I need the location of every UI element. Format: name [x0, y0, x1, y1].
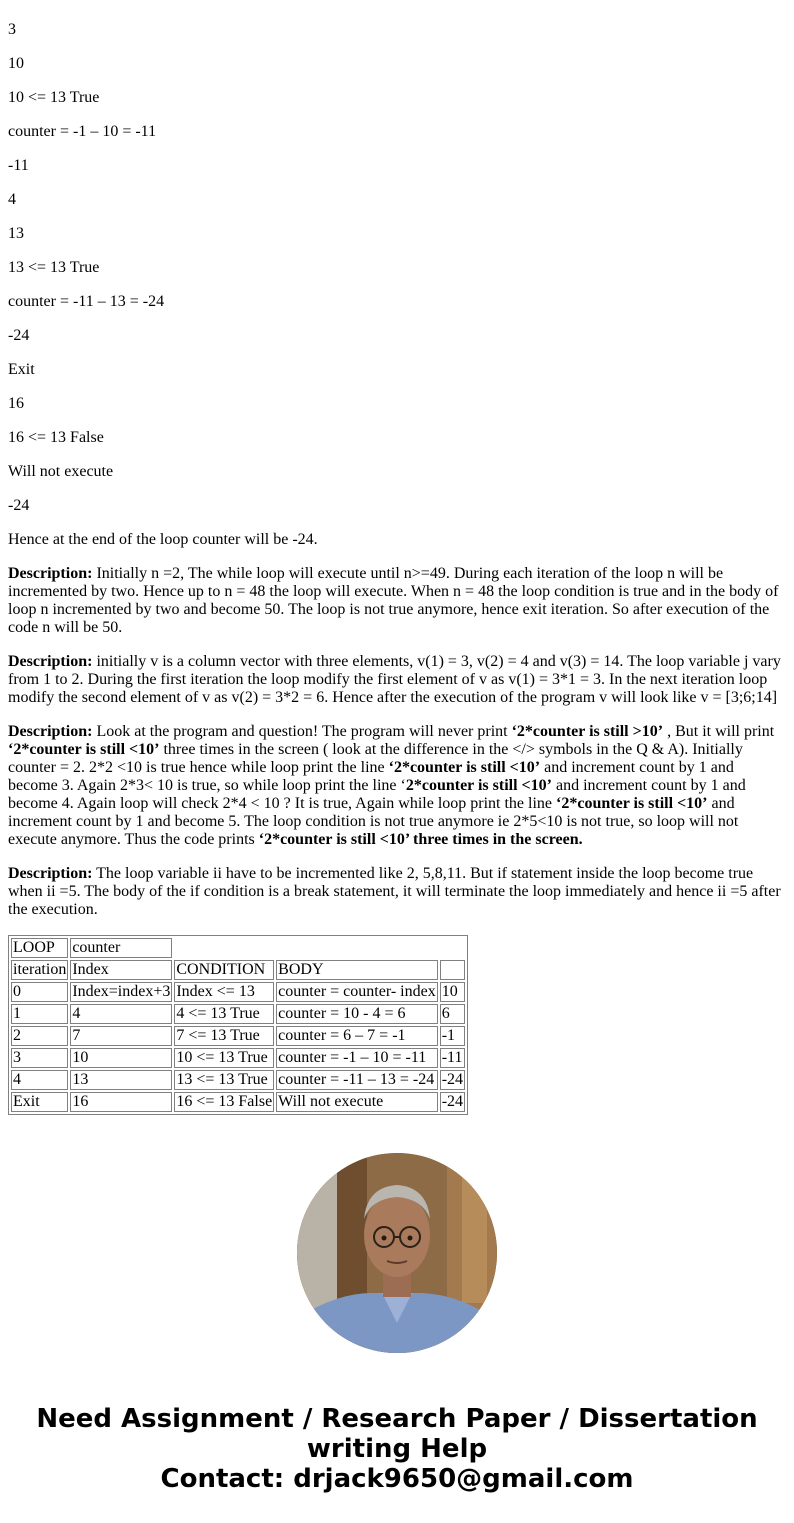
table-cell: -1: [440, 1026, 465, 1046]
bold-text: ‘2*counter is still >10’: [511, 723, 664, 740]
table-cell: 16: [70, 1092, 172, 1112]
text: initially v is a column vector with three elements, v(1) = 3, v(2) = 4 and v(3) = 14. The loop variable j vary from 1 to 2. During the first iteration the loop modify the first element of v as v(1) = 3*1 = 3. In the next iteration loop modify the second element of v as v(2) = 3*2 = 6. Hence after the execution of the program v will look like v = [3;6;14]: [8, 653, 781, 706]
text: three times in the screen ( look at the difference in the </> symbols in the Q & A). Initially counter = 2. 2*2 <10 is true hence while loop print the line: [8, 741, 743, 776]
description-label: Description:: [8, 653, 93, 670]
trace-line: Will not execute: [8, 463, 114, 480]
table-row: [11, 1092, 465, 1112]
trace-line: -24: [8, 497, 30, 514]
bold-text: 2*counter is still <10’: [405, 777, 552, 794]
table-cell: Will not execute: [276, 1092, 438, 1112]
table-cell: 6: [440, 1004, 465, 1024]
footer-banner: [0, 1404, 794, 1494]
table-header-cell: Index: [70, 960, 172, 980]
trace-line: 10: [8, 55, 24, 72]
table-cell: -24: [441, 1093, 464, 1110]
trace-line: counter = -1 – 10 = -11: [8, 123, 157, 140]
trace-line: 13: [8, 225, 24, 242]
table-cell: 1: [11, 1004, 68, 1024]
table-cell: Index=index+3: [72, 983, 171, 1000]
table-cell: -11: [440, 1048, 465, 1068]
table-cell: 2: [11, 1026, 68, 1046]
author-avatar: [297, 1153, 497, 1353]
trace-line: Hence at the end of the loop counter will be -24.: [8, 531, 318, 548]
bold-text: ‘2*counter is still <10’: [8, 741, 160, 758]
trace-line: 10 <= 13 True: [8, 89, 100, 106]
trace-line: Exit: [8, 361, 35, 378]
table-header-cell: LOOP: [11, 938, 68, 958]
table-cell: counter = 10 - 4 = 6: [276, 1004, 438, 1024]
table-header-cell: iteration: [13, 961, 67, 978]
description-label: Description:: [8, 723, 93, 740]
table-header-cell: BODY: [276, 960, 438, 980]
description-paragraph: [8, 723, 784, 849]
table-header-row: [11, 938, 465, 958]
text: and increment count by 1 and become 3. Again 2*3< 10 is true, so while loop print the line ‘: [8, 759, 734, 794]
footer-contact: Contact: drjack9650@gmail.com: [160, 1464, 634, 1494]
text: , But it will print: [663, 723, 775, 740]
table-cell: 0: [11, 982, 68, 1002]
trace-line: 13 <= 13 True: [8, 259, 100, 276]
bold-text: ‘2*counter is still <10’: [556, 795, 708, 812]
table-cell: 4 <= 13 True: [174, 1004, 274, 1024]
trace-line: 16 <= 13 False: [8, 429, 104, 446]
table-cell: -24: [441, 1071, 464, 1088]
description-label: Description:: [8, 565, 93, 582]
table-cell: counter = 6 – 7 = -1: [276, 1026, 438, 1046]
table-cell: 7 <= 13 True: [174, 1026, 274, 1046]
trace-line: 16: [8, 395, 24, 412]
text: Look at the program and question! The program will never print: [92, 723, 512, 740]
table-cell: 4: [70, 1004, 172, 1024]
table-cell: 10 <= 13 True: [174, 1048, 274, 1068]
table-row: [11, 1070, 465, 1090]
text: and increment count by 1 and become 5. The loop condition is not true anymore ie 2*5<10 is not true, so loop will not execute anymore. Thus the code prints: [8, 795, 739, 848]
bold-text: ‘2*counter is still <10’: [388, 759, 541, 776]
trace-line: 4: [8, 191, 16, 208]
table-cell: 10: [70, 1048, 172, 1068]
text: Initially n =2, The while loop will execute until n>=49. During each iteration of the loop n will be incremented by two. Hence up to n = 48 the loop will execute. When n = 48 the loop condition is true and in the body of loop n incremented by two and become 50. The loop is not true anymore, hence exit iteration. So after execution of the code n will be 50.: [8, 565, 779, 636]
text: The loop variable ii have to be incremented like 2, 5,8,11. But if statement inside the loop become true when ii =5. The body of the if condition is a break statement, it will terminate the loop immediately and hence ii =5 after the execution.: [8, 865, 781, 918]
table-cell: 4: [11, 1070, 68, 1090]
table-cell: 13: [70, 1070, 172, 1090]
table-cell: counter = -1 – 10 = -11: [276, 1048, 438, 1068]
trace-line: 3: [8, 21, 16, 38]
table-header-cell: [440, 960, 465, 980]
table-cell: 16 <= 13 False: [176, 1093, 273, 1110]
table-row: [11, 982, 465, 1002]
footer-line-1: Need Assignment / Research Paper / Dissertation: [36, 1404, 758, 1434]
loop-table: [8, 935, 468, 1115]
table-cell: 10: [440, 982, 465, 1002]
trace-line: -11: [8, 157, 29, 174]
description-paragraph: [8, 865, 784, 919]
table-cell: Index <= 13: [174, 982, 274, 1002]
description-label: Description:: [8, 865, 93, 882]
table-row: [11, 1004, 465, 1024]
bold-text: ‘2*counter is still <10’ three times in the screen.: [258, 831, 583, 848]
trace-line: -24: [8, 327, 30, 344]
author-photo-illustration: [297, 1153, 497, 1353]
table-header-cell: CONDITION: [174, 960, 274, 980]
text: and increment count by 1 and become 4. Again loop will check 2*4 < 10 ? It is true, Again while loop print the line: [8, 777, 746, 812]
description-paragraph: [8, 653, 784, 707]
trace-line: counter = -11 – 13 = -24: [8, 293, 165, 310]
table-row: [11, 1048, 465, 1068]
description-paragraph: [8, 565, 784, 637]
table-row: [11, 1026, 465, 1046]
footer-line-2: writing Help: [306, 1434, 488, 1464]
table-cell: 13 <= 13 True: [174, 1070, 274, 1090]
table-cell: 7: [70, 1026, 172, 1046]
table-cell: counter = -11 – 13 = -24: [276, 1070, 438, 1090]
table-cell: Exit: [11, 1092, 68, 1112]
table-header-row: [11, 960, 465, 980]
table-cell: 3: [11, 1048, 68, 1068]
table-cell: counter = counter- index: [278, 983, 436, 1000]
table-header-cell: counter: [70, 938, 172, 958]
